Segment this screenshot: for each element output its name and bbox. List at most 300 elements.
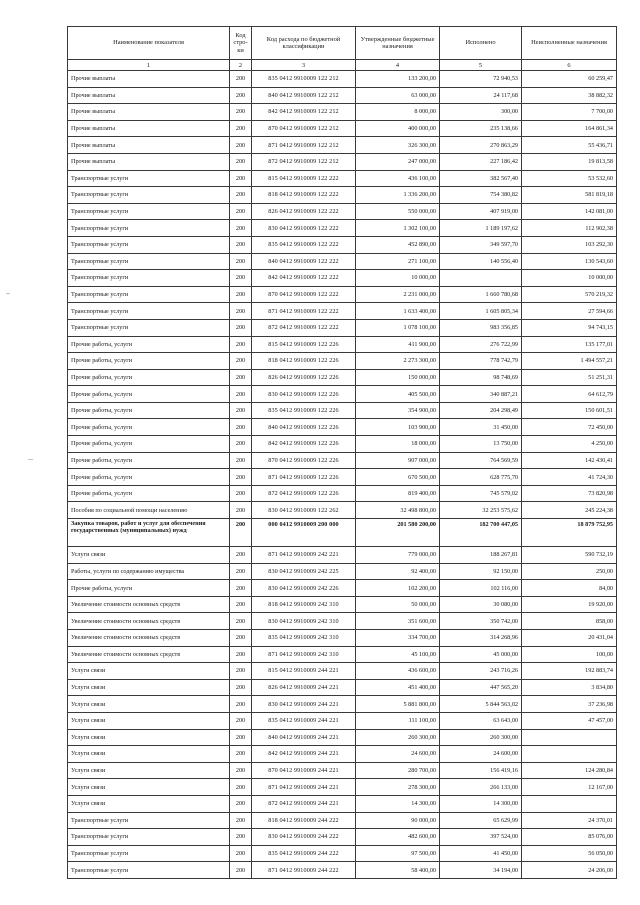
cell-approved: 90 000,00 [356, 812, 440, 829]
cell-unexecuted: 3 834,80 [522, 679, 617, 696]
cell-executed: 778 742,79 [440, 353, 522, 370]
cell-executed: 350 742,00 [440, 613, 522, 630]
cell-executed: 349 597,70 [440, 236, 522, 253]
table-row [68, 71, 617, 88]
cell-approved: 102 200,00 [356, 580, 440, 597]
cell-expense-code: 871 0412 9910009 244 222 [252, 862, 356, 879]
cell-executed: 382 567,40 [440, 170, 522, 187]
scan-mark [28, 459, 33, 460]
cell-approved: 451 400,00 [356, 679, 440, 696]
cell-indicator-name: Услуги связи [68, 712, 230, 729]
table-row [68, 336, 617, 353]
cell-expense-code: 830 0412 9910009 244 221 [252, 696, 356, 713]
cell-expense-code: 830 0412 9910009 242 226 [252, 580, 356, 597]
cell-executed: 407 919,00 [440, 203, 522, 220]
cell-indicator-name: Прочие работы, услуги [68, 452, 230, 469]
cell-approved: 45 100,00 [356, 646, 440, 663]
table-row [68, 170, 617, 187]
cell-approved: 550 000,00 [356, 203, 440, 220]
cell-unexecuted: 858,00 [522, 613, 617, 630]
cell-executed: 314 268,96 [440, 630, 522, 647]
cell-indicator-name: Прочие выплаты [68, 120, 230, 137]
table-header [68, 27, 617, 71]
cell-expense-code: 818 0412 9910009 242 310 [252, 596, 356, 613]
table-row [68, 502, 617, 519]
cell-unexecuted: 12 167,00 [522, 779, 617, 796]
table-row [68, 104, 617, 121]
cell-line-code: 200 [230, 137, 252, 154]
table-row [68, 303, 617, 320]
cell-indicator-name: Транспортные услуги [68, 812, 230, 829]
cell-executed: 260 300,00 [440, 729, 522, 746]
cell-indicator-name: Транспортные услуги [68, 270, 230, 287]
cell-executed: 983 356,85 [440, 319, 522, 336]
cell-line-code: 200 [230, 679, 252, 696]
cell-indicator-name: Услуги связи [68, 679, 230, 696]
cell-expense-code: 871 0412 9910009 122 222 [252, 303, 356, 320]
table-row [68, 862, 617, 879]
cell-approved: 1 633 400,00 [356, 303, 440, 320]
cell-indicator-name: Прочие работы, услуги [68, 419, 230, 436]
cell-unexecuted [522, 795, 617, 812]
cell-line-code: 200 [230, 220, 252, 237]
cell-line-code: 200 [230, 596, 252, 613]
cell-indicator-name: Прочие работы, услуги [68, 436, 230, 453]
cell-expense-code: 840 0412 9910009 244 221 [252, 729, 356, 746]
table-row [68, 663, 617, 680]
cell-indicator-name: Работы, услуги по содержанию имущества [68, 563, 230, 580]
cell-indicator-name: Транспортные услуги [68, 286, 230, 303]
cell-line-code: 200 [230, 519, 252, 547]
cell-approved: 819 400,00 [356, 485, 440, 502]
cell-approved: 907 000,00 [356, 452, 440, 469]
cell-unexecuted: 72 450,00 [522, 419, 617, 436]
cell-line-code: 200 [230, 613, 252, 630]
cell-expense-code: 871 0412 9910009 242 310 [252, 646, 356, 663]
cell-unexecuted: 130 543,60 [522, 253, 617, 270]
cell-indicator-name: Транспортные услуги [68, 319, 230, 336]
header-indicator-name: Наименование показателя [68, 27, 230, 60]
cell-approved: 103 900,00 [356, 419, 440, 436]
cell-approved: 201 580 200,00 [356, 519, 440, 547]
cell-unexecuted: 85 076,00 [522, 829, 617, 846]
column-number: 6 [522, 60, 617, 71]
cell-executed: 628 775,70 [440, 469, 522, 486]
cell-line-code: 200 [230, 286, 252, 303]
cell-approved: 5 881 800,00 [356, 696, 440, 713]
cell-approved: 1 078 100,00 [356, 319, 440, 336]
cell-executed: 45 000,00 [440, 646, 522, 663]
cell-approved: 260 300,00 [356, 729, 440, 746]
cell-line-code: 200 [230, 646, 252, 663]
cell-unexecuted: 60 259,47 [522, 71, 617, 88]
table-row [68, 679, 617, 696]
cell-indicator-name: Пособия по социальной помощи населению [68, 502, 230, 519]
table-row [68, 646, 617, 663]
cell-line-code: 200 [230, 270, 252, 287]
cell-executed: 14 300,00 [440, 795, 522, 812]
cell-indicator-name: Транспортные услуги [68, 203, 230, 220]
column-number: 4 [356, 60, 440, 71]
cell-line-code: 200 [230, 419, 252, 436]
table-row [68, 829, 617, 846]
cell-unexecuted: 18 879 752,95 [522, 519, 617, 547]
cell-line-code: 200 [230, 563, 252, 580]
table-row [68, 386, 617, 403]
table-row [68, 253, 617, 270]
cell-unexecuted [522, 746, 617, 763]
cell-expense-code: 871 0412 9910009 242 221 [252, 547, 356, 564]
table-row [68, 452, 617, 469]
cell-approved: 278 300,00 [356, 779, 440, 796]
cell-unexecuted: 41 724,30 [522, 469, 617, 486]
table-row [68, 729, 617, 746]
cell-expense-code: 842 0412 9910009 122 226 [252, 436, 356, 453]
cell-expense-code: 842 0412 9910009 122 212 [252, 104, 356, 121]
cell-expense-code: 818 0412 9910009 244 222 [252, 812, 356, 829]
cell-approved: 436 100,00 [356, 170, 440, 187]
cell-executed: 276 722,99 [440, 336, 522, 353]
cell-unexecuted: 24 370,01 [522, 812, 617, 829]
cell-line-code: 200 [230, 580, 252, 597]
cell-unexecuted: 20 431,04 [522, 630, 617, 647]
cell-approved: 452 890,00 [356, 236, 440, 253]
cell-line-code: 200 [230, 845, 252, 862]
cell-line-code: 200 [230, 71, 252, 88]
cell-executed: 98 748,69 [440, 369, 522, 386]
cell-executed: 340 887,21 [440, 386, 522, 403]
cell-line-code: 200 [230, 779, 252, 796]
table-row [68, 187, 617, 204]
cell-indicator-name: Прочие работы, услуги [68, 369, 230, 386]
header-line-code: Код стро-ки [230, 27, 252, 60]
cell-line-code: 200 [230, 436, 252, 453]
cell-approved: 351 600,00 [356, 613, 440, 630]
table-row [68, 485, 617, 502]
table-row [68, 712, 617, 729]
table-row [68, 812, 617, 829]
cell-unexecuted [522, 729, 617, 746]
cell-unexecuted: 100,00 [522, 646, 617, 663]
cell-expense-code: 835 0412 9910009 122 212 [252, 71, 356, 88]
cell-approved: 10 000,00 [356, 270, 440, 287]
cell-unexecuted: 94 743,15 [522, 319, 617, 336]
cell-expense-code: 815 0412 9910009 122 226 [252, 336, 356, 353]
cell-expense-code: 870 0412 9910009 122 226 [252, 452, 356, 469]
cell-approved: 92 400,00 [356, 563, 440, 580]
cell-approved: 280 700,00 [356, 762, 440, 779]
cell-expense-code: 830 0412 9910009 244 222 [252, 829, 356, 846]
table-row [68, 746, 617, 763]
table-row [68, 236, 617, 253]
cell-approved: 2 231 000,00 [356, 286, 440, 303]
cell-line-code: 200 [230, 547, 252, 564]
cell-unexecuted: 10 000,00 [522, 270, 617, 287]
cell-unexecuted: 103 292,30 [522, 236, 617, 253]
cell-indicator-name: Транспортные услуги [68, 253, 230, 270]
cell-indicator-name: Прочие выплаты [68, 153, 230, 170]
cell-line-code: 200 [230, 253, 252, 270]
cell-unexecuted: 1 494 557,21 [522, 353, 617, 370]
cell-indicator-name: Услуги связи [68, 729, 230, 746]
cell-indicator-name: Прочие работы, услуги [68, 580, 230, 597]
table-row [68, 369, 617, 386]
column-number: 2 [230, 60, 252, 71]
cell-approved: 326 300,00 [356, 137, 440, 154]
cell-expense-code: 835 0412 9910009 122 222 [252, 236, 356, 253]
cell-indicator-name: Увеличение стоимости основных средств [68, 630, 230, 647]
cell-expense-code: 871 0412 9910009 122 226 [252, 469, 356, 486]
table-row [68, 353, 617, 370]
cell-indicator-name: Транспортные услуги [68, 862, 230, 879]
cell-executed: 227 186,42 [440, 153, 522, 170]
cell-expense-code: 872 0412 9910009 244 221 [252, 795, 356, 812]
cell-unexecuted: 24 206,00 [522, 862, 617, 879]
cell-line-code: 200 [230, 303, 252, 320]
cell-executed: 32 253 575,62 [440, 502, 522, 519]
column-number: 5 [440, 60, 522, 71]
cell-executed: 34 194,00 [440, 862, 522, 879]
cell-unexecuted: 164 861,34 [522, 120, 617, 137]
cell-line-code: 200 [230, 469, 252, 486]
cell-line-code: 200 [230, 236, 252, 253]
cell-unexecuted: 150 601,51 [522, 402, 617, 419]
cell-expense-code: 818 0412 9910009 122 222 [252, 187, 356, 204]
cell-approved: 354 900,00 [356, 402, 440, 419]
cell-unexecuted: 124 280,84 [522, 762, 617, 779]
cell-approved: 271 100,00 [356, 253, 440, 270]
cell-line-code: 200 [230, 712, 252, 729]
cell-executed: 266 133,00 [440, 779, 522, 796]
cell-indicator-name: Увеличение стоимости основных средств [68, 596, 230, 613]
cell-line-code: 200 [230, 485, 252, 502]
table-row [68, 286, 617, 303]
cell-approved: 2 273 300,00 [356, 353, 440, 370]
cell-line-code: 200 [230, 369, 252, 386]
cell-line-code: 200 [230, 663, 252, 680]
cell-line-code: 200 [230, 203, 252, 220]
cell-unexecuted: 84,00 [522, 580, 617, 597]
cell-executed: 1 605 805,34 [440, 303, 522, 320]
cell-approved: 779 000,00 [356, 547, 440, 564]
cell-unexecuted: 51 251,31 [522, 369, 617, 386]
cell-line-code: 200 [230, 120, 252, 137]
table-row [68, 563, 617, 580]
cell-executed: 204 298,49 [440, 402, 522, 419]
cell-expense-code: 830 0412 9910009 122 222 [252, 220, 356, 237]
cell-indicator-name: Увеличение стоимости основных средств [68, 646, 230, 663]
cell-executed: 102 116,00 [440, 580, 522, 597]
cell-indicator-name: Транспортные услуги [68, 170, 230, 187]
cell-indicator-name: Прочие выплаты [68, 104, 230, 121]
cell-approved: 14 300,00 [356, 795, 440, 812]
table-row [68, 469, 617, 486]
cell-unexecuted: 581 819,18 [522, 187, 617, 204]
table-row [68, 319, 617, 336]
cell-indicator-name: Прочие выплаты [68, 71, 230, 88]
table-row [68, 436, 617, 453]
cell-executed: 13 750,00 [440, 436, 522, 453]
table-row [68, 596, 617, 613]
cell-expense-code: 826 0412 9910009 122 226 [252, 369, 356, 386]
cell-indicator-name: Услуги связи [68, 762, 230, 779]
cell-executed: 243 716,26 [440, 663, 522, 680]
cell-executed: 65 629,99 [440, 812, 522, 829]
cell-executed: 182 700 447,05 [440, 519, 522, 547]
cell-indicator-name: Транспортные услуги [68, 303, 230, 320]
cell-indicator-name: Транспортные услуги [68, 220, 230, 237]
table-row [68, 580, 617, 597]
column-number: 3 [252, 60, 356, 71]
cell-line-code: 200 [230, 829, 252, 846]
cell-expense-code: 835 0412 9910009 244 222 [252, 845, 356, 862]
cell-indicator-name: Прочие работы, услуги [68, 386, 230, 403]
cell-indicator-name: Прочие работы, услуги [68, 353, 230, 370]
cell-unexecuted: 19 920,00 [522, 596, 617, 613]
cell-unexecuted: 192 883,74 [522, 663, 617, 680]
cell-expense-code: 818 0412 9910009 122 226 [252, 353, 356, 370]
cell-executed: 72 940,53 [440, 71, 522, 88]
table-row [68, 402, 617, 419]
cell-unexecuted: 73 820,98 [522, 485, 617, 502]
cell-executed: 1 660 780,68 [440, 286, 522, 303]
cell-unexecuted: 64 612,79 [522, 386, 617, 403]
cell-approved: 50 000,00 [356, 596, 440, 613]
header-expense-code: Код расхода по бюджетной классификации [252, 27, 356, 60]
cell-approved: 1 336 200,00 [356, 187, 440, 204]
cell-expense-code: 872 0412 9910009 122 212 [252, 153, 356, 170]
cell-indicator-name: Услуги связи [68, 696, 230, 713]
table-row [68, 270, 617, 287]
table-body [68, 71, 617, 879]
cell-approved: 247 000,00 [356, 153, 440, 170]
cell-unexecuted: 27 594,66 [522, 303, 617, 320]
table-row [68, 795, 617, 812]
cell-indicator-name: Прочие работы, услуги [68, 336, 230, 353]
cell-expense-code: 840 0412 9910009 122 226 [252, 419, 356, 436]
cell-indicator-name: Транспортные услуги [68, 236, 230, 253]
cell-expense-code: 826 0412 9910009 122 222 [252, 203, 356, 220]
table-row [68, 419, 617, 436]
cell-line-code: 200 [230, 795, 252, 812]
cell-unexecuted: 7 700,00 [522, 104, 617, 121]
cell-expense-code: 870 0412 9910009 122 222 [252, 286, 356, 303]
cell-approved: 58 400,00 [356, 862, 440, 879]
cell-executed: 754 380,82 [440, 187, 522, 204]
table-row [68, 762, 617, 779]
cell-expense-code: 842 0412 9910009 244 221 [252, 746, 356, 763]
cell-unexecuted: 250,00 [522, 563, 617, 580]
cell-line-code: 200 [230, 87, 252, 104]
table-row [68, 779, 617, 796]
cell-expense-code: 830 0412 9910009 122 262 [252, 502, 356, 519]
cell-indicator-name: Услуги связи [68, 795, 230, 812]
header-unexecuted: Неисполненные назначения [522, 27, 617, 60]
cell-executed: 140 556,40 [440, 253, 522, 270]
column-number: 1 [68, 60, 230, 71]
cell-approved: 405 500,00 [356, 386, 440, 403]
cell-approved: 63 000,00 [356, 87, 440, 104]
cell-approved: 436 600,00 [356, 663, 440, 680]
cell-expense-code: 000 0412 9910009 200 000 [252, 519, 356, 547]
cell-line-code: 200 [230, 386, 252, 403]
cell-expense-code: 835 0412 9910009 244 221 [252, 712, 356, 729]
cell-approved: 8 000,00 [356, 104, 440, 121]
table-row [68, 137, 617, 154]
cell-approved: 133 200,00 [356, 71, 440, 88]
cell-approved: 18 000,00 [356, 436, 440, 453]
cell-unexecuted: 590 732,19 [522, 547, 617, 564]
cell-unexecuted: 37 236,98 [522, 696, 617, 713]
cell-expense-code: 835 0412 9910009 122 226 [252, 402, 356, 419]
cell-line-code: 200 [230, 729, 252, 746]
cell-unexecuted: 4 250,00 [522, 436, 617, 453]
cell-approved: 1 302 100,00 [356, 220, 440, 237]
cell-executed: 745 579,02 [440, 485, 522, 502]
cell-executed: 1 189 197,62 [440, 220, 522, 237]
cell-indicator-name: Услуги связи [68, 547, 230, 564]
cell-expense-code: 815 0412 9910009 122 222 [252, 170, 356, 187]
cell-line-code: 200 [230, 153, 252, 170]
cell-executed: 24 600,00 [440, 746, 522, 763]
cell-expense-code: 872 0412 9910009 122 226 [252, 485, 356, 502]
cell-approved: 482 600,00 [356, 829, 440, 846]
cell-approved: 411 900,00 [356, 336, 440, 353]
cell-line-code: 200 [230, 862, 252, 879]
cell-executed: 188 267,81 [440, 547, 522, 564]
table-row [68, 547, 617, 564]
budget-execution-table [67, 26, 617, 879]
table-row [68, 630, 617, 647]
cell-expense-code: 842 0412 9910009 122 222 [252, 270, 356, 287]
cell-indicator-name: Закупка товаров, работ и услуг для обеспечения государственных (муниципальных) нужд [68, 519, 230, 547]
cell-unexecuted: 112 902,38 [522, 220, 617, 237]
cell-executed: 30 080,00 [440, 596, 522, 613]
cell-indicator-name: Транспортные услуги [68, 187, 230, 204]
cell-indicator-name: Прочие работы, услуги [68, 485, 230, 502]
table-row [68, 203, 617, 220]
cell-approved: 150 000,00 [356, 369, 440, 386]
header-approved: Утвержденные бюджетные назначения [356, 27, 440, 60]
cell-expense-code: 830 0412 9910009 242 310 [252, 613, 356, 630]
cell-executed: 235 138,66 [440, 120, 522, 137]
cell-executed: 397 524,00 [440, 829, 522, 846]
cell-indicator-name: Прочие работы, услуги [68, 402, 230, 419]
scan-mark [6, 293, 10, 294]
table-row [68, 87, 617, 104]
table-row [68, 613, 617, 630]
cell-line-code: 200 [230, 187, 252, 204]
cell-executed [440, 270, 522, 287]
cell-indicator-name: Услуги связи [68, 746, 230, 763]
cell-indicator-name: Транспортные услуги [68, 845, 230, 862]
table-row [68, 845, 617, 862]
table-row [68, 220, 617, 237]
cell-approved: 111 100,00 [356, 712, 440, 729]
table-row [68, 519, 617, 547]
cell-executed: 5 844 563,02 [440, 696, 522, 713]
cell-expense-code: 872 0412 9910009 122 222 [252, 319, 356, 336]
cell-unexecuted: 570 219,32 [522, 286, 617, 303]
cell-line-code: 200 [230, 502, 252, 519]
cell-expense-code: 871 0412 9910009 244 221 [252, 779, 356, 796]
cell-expense-code: 815 0412 9910009 244 221 [252, 663, 356, 680]
header-executed: Исполнено [440, 27, 522, 60]
cell-line-code: 200 [230, 336, 252, 353]
cell-expense-code: 871 0412 9910009 122 212 [252, 137, 356, 154]
cell-unexecuted: 47 457,00 [522, 712, 617, 729]
cell-line-code: 200 [230, 630, 252, 647]
